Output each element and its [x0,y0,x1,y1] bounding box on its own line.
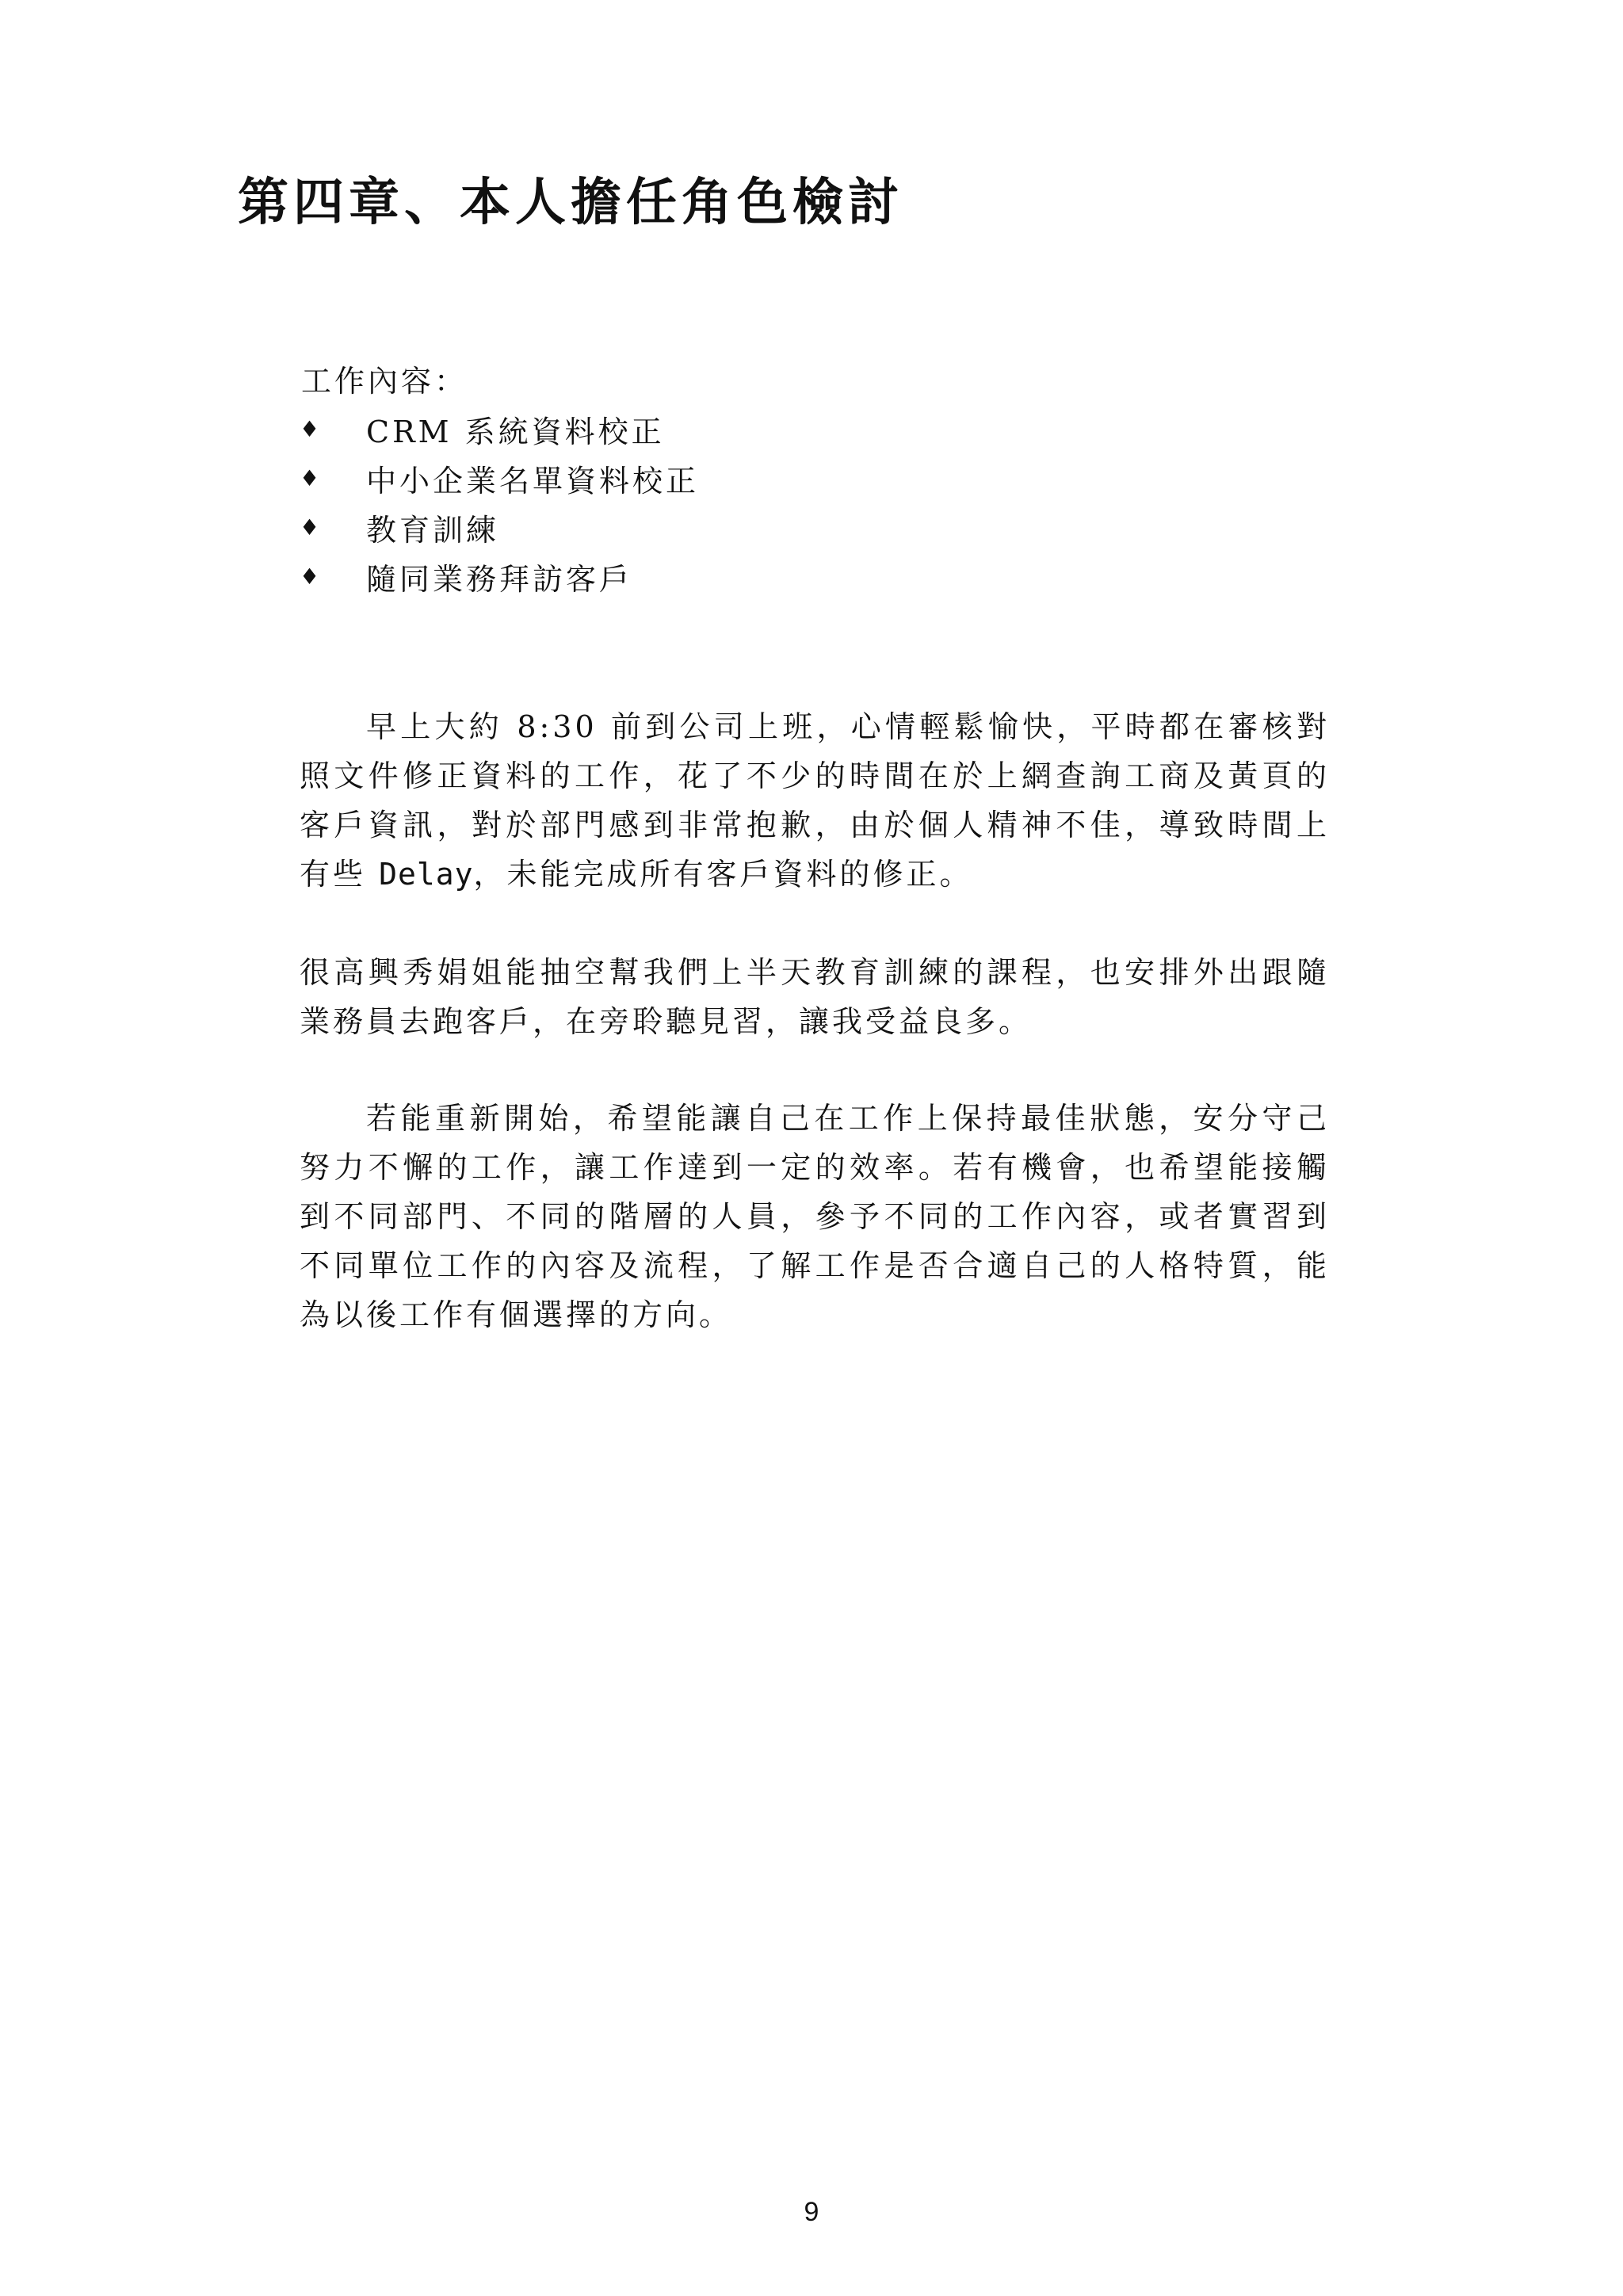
list-item [300,404,699,453]
list-item-text: CRM 系統資料校正 [366,414,665,449]
work-content-list [300,404,699,601]
diamond-bullet-icon: ♦ [300,514,323,541]
page-number: 9 [804,2197,819,2227]
list-item [300,453,699,502]
diamond-bullet-icon: ♦ [300,415,323,442]
list-item-text: 隨同業務拜訪客戶 [366,561,633,597]
diamond-bullet-icon: ♦ [300,464,323,491]
chapter-title: 第四章、本人擔任角色檢討 [238,173,903,232]
paragraph-text: ，未能完成所有客戶資料的修正。 [473,857,973,892]
list-item-text: 教育訓練 [366,512,500,548]
list-item [300,552,699,601]
paragraph-text: 早上大約 8:30 前到公司上班，心情輕鬆愉快，平時都在審核對照文件修正資料的工作，花了不少的時間在於上網查詢工商及黃頁的客戶資訊，對於部門感到非常抱歉，由於個人精神不佳，導致時間上有些 [300,709,1330,892]
paragraph-training: 很高興秀娟姐能抽空幫我們上半天教育訓練的課程，也安排外出跟隨業務員去跑客戶，在旁聆聽見習，讓我受益良多。 [300,955,1330,1039]
delay-term: Delay [379,857,474,892]
diamond-bullet-icon: ♦ [300,563,323,590]
list-item-text: 中小企業名單資料校正 [366,463,700,499]
list-item [300,502,699,552]
paragraph-daily-work [300,702,1330,899]
paragraph-reflection: 若能重新開始，希望能讓自己在工作上保持最佳狀態，安分守己努力不懈的工作，讓工作達到一定的效率。若有機會，也希望能接觸到不同部門、不同的階層的人員，參予不同的工作內容，或者實習到不同單位工作的內容及流程，了解工作是否合適自己的人格特質，能為以後工作有個選擇的方向。 [300,1101,1330,1332]
work-content-label: 工作內容： [301,364,468,399]
